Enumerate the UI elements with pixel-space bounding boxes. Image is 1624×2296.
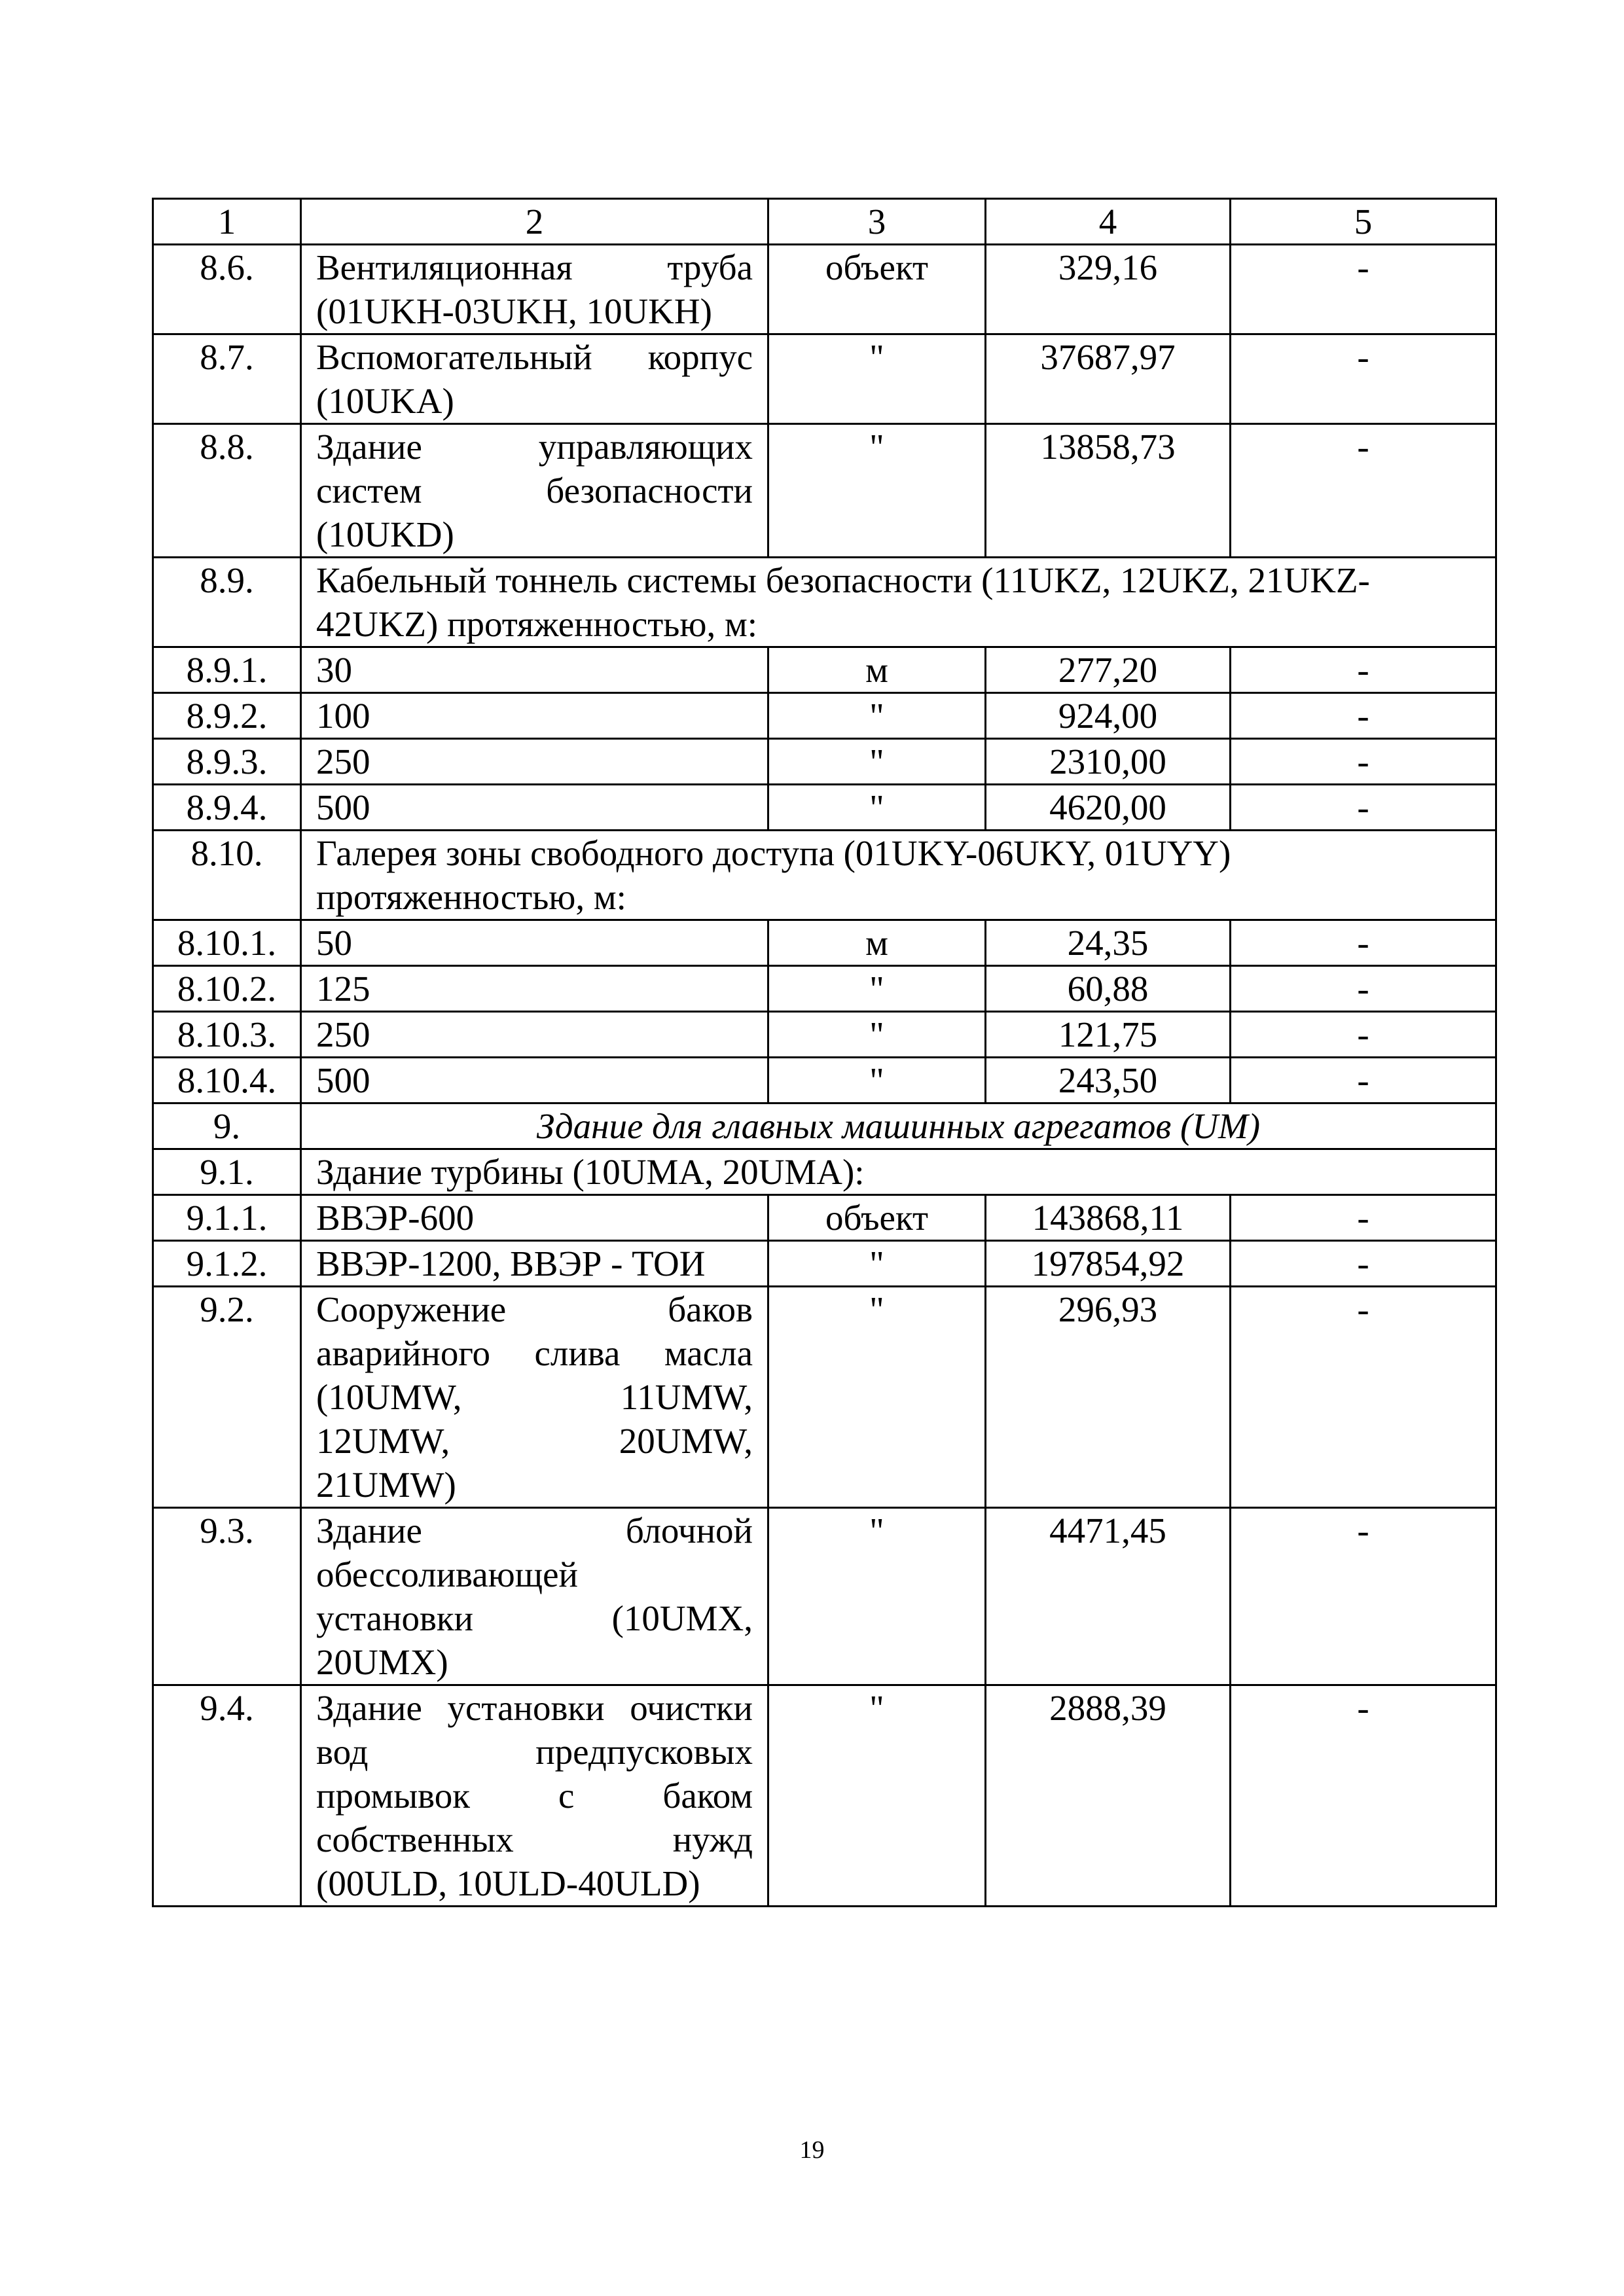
unit-cell: м [768,647,986,693]
col5-cell: - [1231,245,1496,334]
description-line: (10UKD) [316,514,454,554]
table-row [153,1508,1496,1685]
unit-cell: " [768,1685,986,1907]
table-row [153,1012,1496,1058]
table-row [153,1287,1496,1508]
col5-cell: - [1231,1058,1496,1103]
col5-cell: - [1231,334,1496,424]
col5-cell: - [1231,920,1496,966]
value-cell: 296,93 [986,1287,1231,1508]
value-cell: 24,35 [986,920,1231,966]
description-line: 50 [316,923,352,963]
value-cell: 13858,73 [986,424,1231,558]
row-description [301,1195,768,1241]
table-row [153,245,1496,334]
description-line: ВВЭР-1200, ВВЭР - ТОИ [316,1244,706,1283]
description-line: Здание установки очистки [316,1688,753,1728]
col5-cell: - [1231,693,1496,739]
description-line: ВВЭР-600 [316,1198,475,1238]
description-line: промывок с баком [316,1776,753,1816]
row-number: 8.8. [153,424,301,558]
description-line: систем безопасности [316,471,753,511]
table-row [153,785,1496,831]
row-number: 8.6. [153,245,301,334]
col5-cell: - [1231,424,1496,558]
col5-cell: - [1231,1241,1496,1287]
value-cell: 121,75 [986,1012,1231,1058]
row-number: 8.9.2. [153,693,301,739]
value-cell: 2310,00 [986,739,1231,785]
unit-cell: объект [768,245,986,334]
description-line: Сооружение баков [316,1289,753,1329]
row-description [301,966,768,1012]
row-number: 8.10.2. [153,966,301,1012]
description-line: (10UMW, 11UMW, [316,1377,753,1417]
header-col-1: 1 [153,199,301,245]
table-row [153,1103,1496,1149]
table-row [153,966,1496,1012]
unit-cell: " [768,334,986,424]
header-col-5: 5 [1231,199,1496,245]
row-number: 8.9.3. [153,739,301,785]
row-number: 8.9.4. [153,785,301,831]
row-number: 9.2. [153,1287,301,1508]
table-row [153,647,1496,693]
table-row [153,920,1496,966]
section-title: Здание для главных машинных агрегатов (UM) [301,1103,1496,1149]
unit-cell: " [768,966,986,1012]
description-line: аварийного слива масла [316,1333,753,1373]
row-description: Кабельный тоннель системы безопасности (11UKZ, 12UKZ, 21UKZ-42UKZ) протяженностью, м: [301,558,1496,647]
unit-cell: м [768,920,986,966]
table-row [153,1241,1496,1287]
row-description [301,1012,768,1058]
description-line: 30 [316,650,352,690]
value-cell: 60,88 [986,966,1231,1012]
unit-cell: объект [768,1195,986,1241]
table-row [153,424,1496,558]
table-row [153,1058,1496,1103]
description-line: (01UKH-03UKH, 10UKH) [316,291,712,331]
row-number: 9.4. [153,1685,301,1907]
description-line: 500 [316,1060,370,1100]
row-description [301,1287,768,1508]
col5-cell: - [1231,739,1496,785]
col5-cell: - [1231,1508,1496,1685]
row-description [301,647,768,693]
value-cell: 277,20 [986,647,1231,693]
description-line: установки (10UMX, [316,1598,753,1638]
table-row [153,693,1496,739]
value-cell: 143868,11 [986,1195,1231,1241]
price-table [152,198,1497,1907]
value-cell: 2888,39 [986,1685,1231,1907]
description-line: 500 [316,787,370,827]
description-line: 12UMW, 20UMW, [316,1421,753,1461]
row-number: 9.1.1. [153,1195,301,1241]
description-line: Здание блочной [316,1511,753,1551]
description-line: вод предпусковых [316,1732,753,1772]
row-description [301,1058,768,1103]
row-description [301,739,768,785]
table-row [153,739,1496,785]
row-description: Здание турбины (10UMA, 20UMA): [301,1149,1496,1195]
row-number: 8.9.1. [153,647,301,693]
row-description [301,1685,768,1907]
unit-cell: " [768,739,986,785]
table-row [153,831,1496,920]
value-cell: 4620,00 [986,785,1231,831]
row-description [301,245,768,334]
row-number: 8.7. [153,334,301,424]
header-col-2: 2 [301,199,768,245]
row-description [301,785,768,831]
row-description [301,1241,768,1287]
unit-cell: " [768,424,986,558]
col5-cell: - [1231,647,1496,693]
table-row [153,334,1496,424]
col5-cell: - [1231,785,1496,831]
description-line: собственных нужд [316,1820,753,1859]
description-line: (00ULD, 10ULD-40ULD) [316,1863,700,1903]
row-number: 8.10.4. [153,1058,301,1103]
row-number: 8.10.3. [153,1012,301,1058]
unit-cell: " [768,1287,986,1508]
row-description: Галерея зоны свободного доступа (01UKY-06UKY, 01UYY) протяженностью, м: [301,831,1496,920]
row-description [301,424,768,558]
description-line: 100 [316,696,370,736]
description-line: Вентиляционная труба [316,247,753,287]
description-line: 125 [316,969,370,1009]
unit-cell: " [768,1058,986,1103]
description-line: 250 [316,1014,370,1054]
table-row [153,1195,1496,1241]
col5-cell: - [1231,1287,1496,1508]
unit-cell: " [768,693,986,739]
row-number: 8.9. [153,558,301,647]
description-line: Вспомогательный корпус [316,337,753,377]
row-description [301,334,768,424]
row-number: 9.1. [153,1149,301,1195]
row-description [301,693,768,739]
description-line: (10UKA) [316,381,454,421]
table-row [153,1685,1496,1907]
unit-cell: " [768,1012,986,1058]
description-line: 250 [316,742,370,781]
value-cell: 243,50 [986,1058,1231,1103]
value-cell: 4471,45 [986,1508,1231,1685]
header-col-3: 3 [768,199,986,245]
row-number: 9.1.2. [153,1241,301,1287]
col5-cell: - [1231,1195,1496,1241]
unit-cell: " [768,785,986,831]
description-line: 20UMX) [316,1642,448,1682]
description-line: обессоливающей [316,1554,578,1594]
unit-cell: " [768,1508,986,1685]
description-line: Здание управляющих [316,427,753,467]
col5-cell: - [1231,966,1496,1012]
header-col-4: 4 [986,199,1231,245]
value-cell: 924,00 [986,693,1231,739]
value-cell: 197854,92 [986,1241,1231,1287]
value-cell: 37687,97 [986,334,1231,424]
row-number: 9. [153,1103,301,1149]
row-number: 9.3. [153,1508,301,1685]
table-header-row [153,199,1496,245]
col5-cell: - [1231,1012,1496,1058]
value-cell: 329,16 [986,245,1231,334]
row-description [301,1508,768,1685]
row-number: 8.10.1. [153,920,301,966]
row-description [301,920,768,966]
unit-cell: " [768,1241,986,1287]
row-number: 8.10. [153,831,301,920]
description-line: 21UMW) [316,1465,456,1505]
col5-cell: - [1231,1685,1496,1907]
table-row [153,558,1496,647]
page-number: 19 [799,2136,825,2164]
table-row [153,1149,1496,1195]
